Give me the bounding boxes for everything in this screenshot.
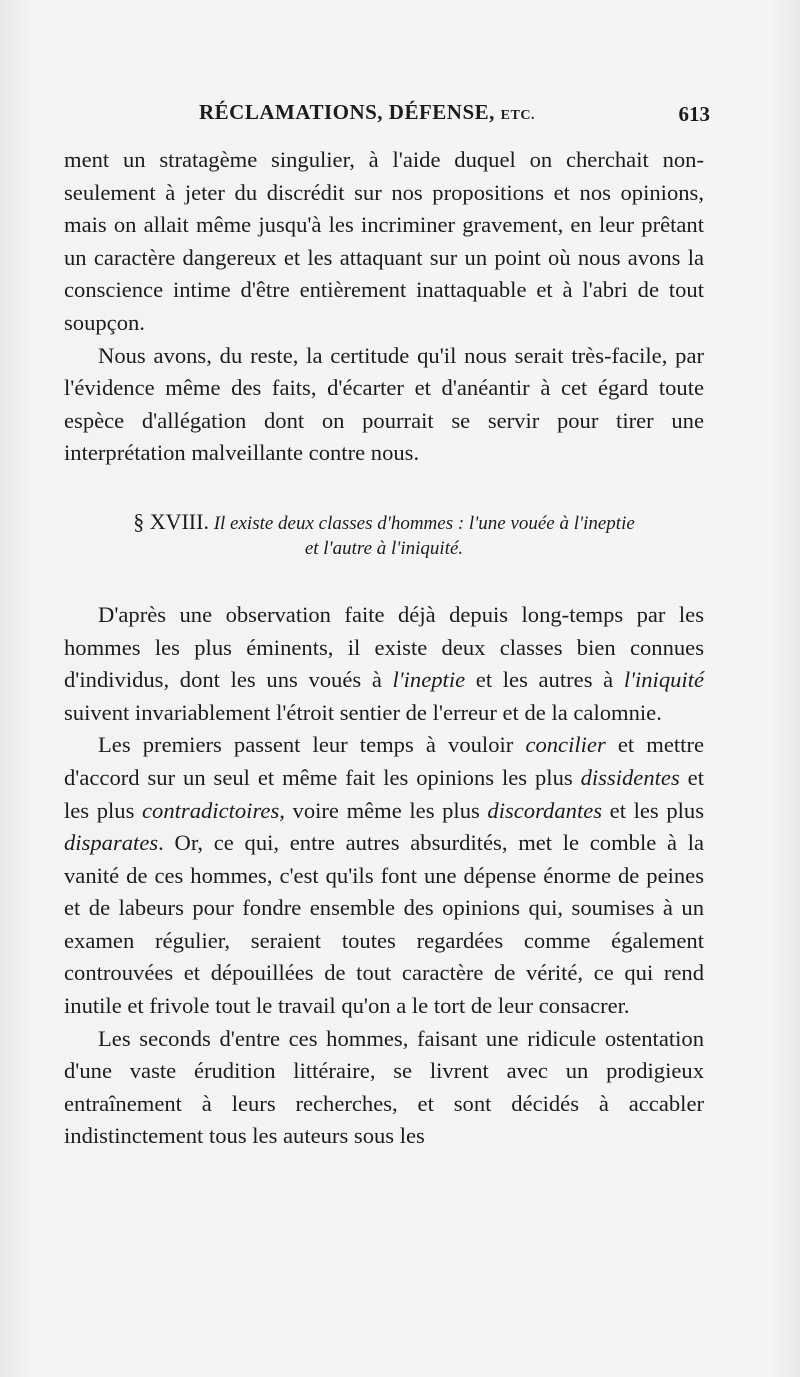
text-run: et les plus (602, 797, 704, 823)
paragraph-1 (64, 599, 704, 729)
running-head-etc: ETC. (500, 108, 535, 123)
page-number: 613 (678, 102, 710, 126)
section-title (64, 509, 704, 561)
section-title-line2: et l'autre à l'iniquité. (304, 537, 464, 559)
spacer (64, 561, 704, 599)
text-run: et les autres à (465, 667, 624, 693)
italic-term: l'iniquité (623, 667, 704, 693)
running-head-text: RÉCLAMATIONS, DÉFENSE, (199, 100, 495, 124)
italic-term: contradictoires, (142, 797, 285, 823)
page-body (64, 144, 704, 1153)
section-mark: § XVIII. (133, 508, 209, 534)
continuation-paragraph: ment un stratagème singulier, à l'aide duquel on cherchait non-seulement à jeter du discrédit sur nos propositions et nos opinions, mais on allait même jusqu'à les incriminer gravement, en leur prêtant un caractère dangereux et les attaquant sur un point où nous avons la conscience intime d'être entièrement inattaquable et à l'abri de tout soupçon. (64, 147, 704, 335)
italic-term: discordantes (487, 797, 603, 823)
italic-term: concilier (525, 732, 606, 758)
text-run: voire même les plus (284, 797, 488, 823)
text-run: et mettre d'accord sur un seul et même fait les opinions les plus (64, 732, 705, 790)
running-head (199, 100, 535, 125)
text-run: et les plus (64, 764, 704, 823)
paragraph-3: Les seconds d'entre ces hommes, faisant une ridicule ostentation d'une vaste érudition littéraire, se livrent avec un prodigieux entraînement à leurs recherches, et sont décidés à accabler indistinctement tous les auteurs sous les (64, 1025, 704, 1149)
section-title-line1: Il existe deux classes d'hommes : l'une vouée à l'ineptie (213, 512, 635, 534)
italic-term: dissidentes (580, 764, 680, 790)
text-run: suivent invariablement l'étroit sentier de l'erreur et de la calomnie. (64, 699, 662, 725)
italic-term: l'ineptie (392, 667, 466, 693)
continuation-paragraph-2: Nous avons, du reste, la certitude qu'il nous serait très-facile, par l'évidence même des faits, d'écarter et d'anéantir à cet égard toute espèce d'allégation dont on pourrait se servir pour tirer une interprétation malveillante contre nous. (64, 342, 704, 466)
spacer (64, 470, 704, 509)
page-header (64, 100, 710, 134)
text-run: Les premiers passent leur temps à vouloir (98, 732, 526, 758)
text-run: . Or, ce qui, entre autres absurdités, met le comble à la vanité de ces hommes, c'est qu'ils font une dépense énorme de peines et de labeurs pour fondre ensemble des opinions qui, soumises à un examen régulier, seraient toutes regardées comme également controuvées et dépouillées de tout caractère de vérité, ce qui rend inutile et frivole tout le travail qu'on a le tort de leur consacrer. (64, 830, 704, 1019)
text-run: D'après une observation faite déjà depuis long-temps par les hommes les plus éminents, il existe deux classes bien connues d'individus, dont les uns voués à (64, 601, 704, 693)
italic-term: disparates (64, 830, 159, 856)
paragraph-2 (64, 729, 704, 1022)
